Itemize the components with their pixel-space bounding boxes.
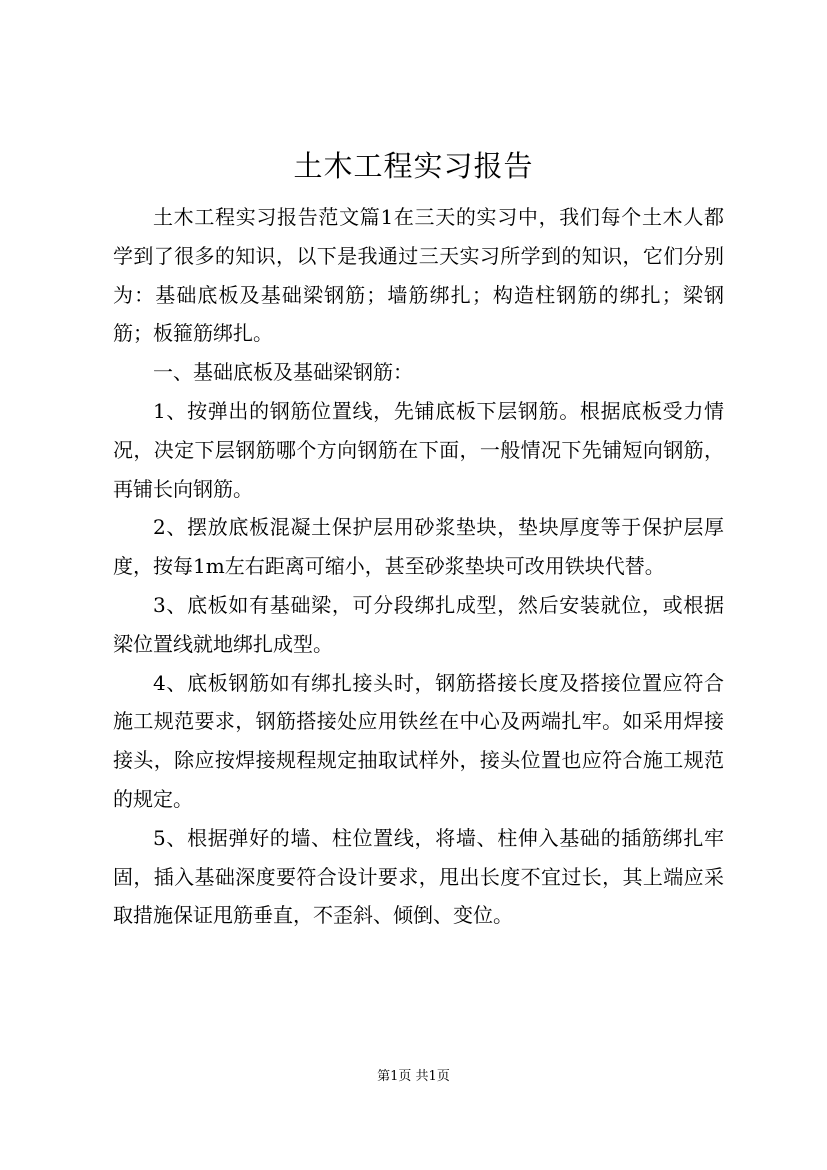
paragraph-step-1: 1、按弹出的钢筋位置线，先铺底板下层钢筋。根据底板受力情况，决定下层钢筋哪个方向钢筋在下面，一般情况下先铺短向钢筋，再铺长向钢筋。: [113, 398, 724, 501]
document-title: 土木工程实习报告: [293, 149, 534, 183]
paragraph-step-4: 4、底板钢筋如有绑扎接头时，钢筋搭接长度及搭接位置应符合施工规范要求，钢筋搭接处应用铁丝在中心及两端扎牢。如采用焊接接头，除应按焊接规程规定抽取试样外，接头位置也应符合施工规范的规定。: [113, 670, 724, 811]
paragraph-step-2: 2、摆放底板混凝土保护层用砂浆垫块，垫块厚度等于保护层厚度，按每1m左右距离可缩小，甚至砂浆垫块可改用铁块代替。: [113, 515, 724, 579]
paragraph-intro: 土木工程实习报告范文篇1在三天的实习中，我们每个土木人都学到了很多的知识，以下是我通过三天实习所学到的知识，它们分别为：基础底板及基础梁钢筋；墙筋绑扎；构造柱钢筋的绑扎；梁钢筋；板箍筋绑扎。: [113, 205, 724, 346]
paragraph-step-5: 5、根据弹好的墙、柱位置线，将墙、柱伸入基础的插筋绑扎牢固，插入基础深度要符合设计要求，甩出长度不宜过长，其上端应采取措施保证甩筋垂直，不歪斜、倾倒、变位。: [113, 825, 724, 928]
paragraph-step-3: 3、底板如有基础梁，可分段绑扎成型，然后安装就位，或根据梁位置线就地绑扎成型。: [113, 592, 724, 656]
page-footer: 第1页 共1页: [377, 1069, 450, 1084]
document-body: [113, 198, 724, 935]
section-heading: 一、基础底板及基础梁钢筋：: [153, 360, 413, 385]
